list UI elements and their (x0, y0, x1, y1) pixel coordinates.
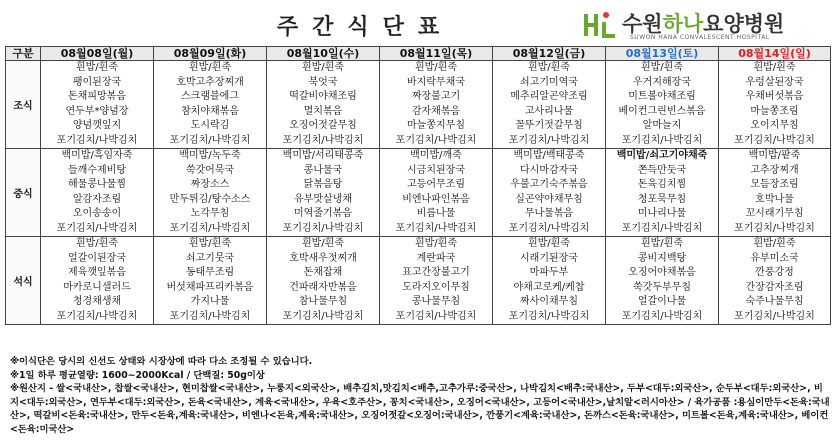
menu-item: 청포묵무침 (637, 193, 687, 205)
menu-item: 실곤약야채무침 (515, 193, 583, 205)
menu-item: 알마늘지 (642, 120, 682, 131)
menu-item: 참치야채볶음 (181, 105, 239, 117)
menu-item: 우렁살된장국 (745, 76, 804, 88)
menu-item: 포기김치/나박김치 (734, 310, 815, 322)
menu-item: 북엇국 (308, 76, 338, 88)
menu-item: 닭볶음탕 (303, 179, 343, 190)
menu-item: 도시락김 (190, 120, 230, 131)
menu-item: 호박고추장찌개 (176, 76, 244, 88)
menu-item: 고등어무조림 (407, 179, 465, 190)
menu-item: 백미밥/깨죽 (410, 150, 462, 161)
menu-cell (380, 149, 493, 237)
menu-item: 스크램블에그 (181, 91, 239, 102)
menu-item: 미트볼야채조림 (628, 91, 696, 102)
menu-cell (267, 149, 380, 237)
menu-item: 얼갈이된장국 (68, 252, 126, 264)
menu-item: 오징어젓갈무침 (289, 120, 357, 131)
menu-item: 흰밥/흰죽 (527, 62, 570, 73)
menu-item: 표고간장불고기 (402, 267, 470, 278)
menu-item: 포기김치/나박김치 (56, 222, 138, 234)
menu-item: 포기김치/나박김치 (621, 134, 703, 146)
menu-item: 숙주나물무침 (745, 296, 804, 307)
menu-item: 깐풍강정 (755, 267, 794, 278)
menu-item: 바지락무채국 (407, 76, 465, 88)
note-calories: ※1일 하루 평균열량: 1600~2000Kcal / 단백질: 50g이상 (10, 369, 265, 381)
menu-cell (380, 237, 493, 325)
menu-cell (493, 149, 606, 237)
menu-item: 만두튀김/탕수소스 (169, 193, 251, 205)
menu-item: 도라지오이무침 (402, 281, 470, 293)
menu-item: 흰밥/흰죽 (75, 62, 118, 73)
menu-item: 흰밥/흰죽 (188, 62, 231, 73)
day-header-saturday: 08월13일(토) (606, 47, 719, 61)
menu-item: 참나물무침 (298, 296, 348, 307)
page-title: 주간식단표 (276, 15, 454, 40)
menu-cell (719, 237, 831, 325)
menu-item: 포기김치/나박김치 (508, 310, 590, 322)
menu-item: 시래기된장국 (520, 252, 578, 264)
hospital-logo (582, 6, 827, 42)
menu-item: 돈육김치찜 (637, 179, 687, 190)
menu-item: 쫀득만둣국 (637, 164, 687, 176)
menu-item: 노각무침 (190, 208, 230, 219)
menu-item: 다시마감자국 (520, 164, 578, 176)
menu-item: 연두부*양념장 (65, 105, 129, 117)
menu-cell (380, 61, 493, 149)
menu-item: 포기김치/나박김치 (282, 134, 364, 146)
menu-item: 모듬장조림 (750, 179, 799, 190)
meal-row (6, 149, 831, 237)
meal-row (6, 61, 831, 149)
menu-item: 흰밥/흰죽 (753, 238, 796, 249)
menu-item: 마늘쫑조림 (750, 105, 799, 117)
menu-item: 흰밥/흰죽 (301, 62, 344, 73)
menu-item: 무나물볶음 (524, 208, 574, 219)
menu-item: 비엔나파인볶음 (402, 193, 470, 205)
menu-item: 흰밥/흰죽 (527, 238, 570, 249)
menu-item: 버섯채파프리카볶음 (166, 281, 254, 293)
menu-item: 미나리나물 (637, 208, 687, 219)
menu-item: 콩나물국 (303, 164, 343, 176)
menu-cell (606, 149, 719, 237)
menu-cell (41, 61, 154, 149)
menu-item: 포기김치/나박김치 (56, 310, 138, 322)
menu-item: 백미밥/서리태콩죽 (282, 150, 364, 161)
menu-item: 쑥갓두부무침 (633, 281, 691, 293)
menu-item: 비름나물 (416, 208, 456, 219)
menu-item: 감자채볶음 (411, 105, 461, 117)
menu-cell (41, 237, 154, 325)
menu-item: 마카로니샐러드 (63, 281, 131, 293)
menu-item: 알감자조림 (72, 193, 122, 205)
menu-item: 청경채생채 (72, 296, 122, 307)
day-header: 08월10일(수) (267, 47, 380, 61)
menu-item: 백미밥/쇠고기야채죽 (616, 150, 708, 161)
menu-item: 흰밥/흰죽 (301, 238, 344, 249)
menu-item: 포기김치/나박김치 (508, 222, 590, 234)
day-header-row (6, 47, 831, 61)
menu-item: 흰밥/흰죽 (75, 238, 118, 249)
meal-label: 중식 (6, 149, 41, 237)
menu-item: 들깨수제비탕 (68, 164, 126, 176)
hospital-name: 수원하나요양병원 (622, 12, 785, 36)
menu-item: 짜장불고기 (411, 91, 461, 102)
menu-item: 시금치된장국 (407, 164, 465, 176)
menu-item: 메추리알곤약조림 (510, 91, 588, 102)
menu-item: 흰밥/흰죽 (188, 238, 231, 249)
day-header-sunday: 08월14일(일) (719, 47, 831, 61)
menu-item: 포기김치/나박김치 (395, 310, 477, 322)
menu-item: 포기김치/나박김치 (395, 134, 477, 146)
menu-item: 해물콩나물찜 (68, 179, 126, 190)
note-adjust: ※이식단은 당시의 신선도 상태와 시장상에 따라 다소 조정될 수 있습니다. (10, 356, 313, 367)
menu-cell (606, 61, 719, 149)
menu-item: 계란파국 (416, 252, 456, 264)
menu-item: 포기김치/나박김치 (169, 310, 251, 322)
menu-item: 얼갈이나물 (637, 296, 687, 307)
menu-item: 마파두부 (529, 267, 569, 278)
menu-cell (267, 61, 380, 149)
menu-item: 짜장소스 (190, 179, 230, 190)
menu-item: 오이지무침 (750, 120, 799, 131)
menu-item: 꼴뚜기젓갈무침 (515, 120, 583, 131)
menu-item: 포기김치/나박김치 (169, 222, 251, 234)
menu-item: 돈채잡채 (303, 267, 343, 278)
menu-item: 흰밥/흰죽 (640, 238, 683, 249)
menu-item: 포기김치/나박김치 (282, 310, 364, 322)
menu-item: 포기김치/나박김치 (282, 222, 364, 234)
menu-item: 쑥갓어묵국 (185, 164, 235, 176)
menu-item: 유부맛살냉채 (294, 193, 352, 205)
meal-label: 석식 (6, 237, 41, 325)
weekly-menu-table (5, 46, 831, 325)
hospital-subtitle: SUWON HANA CONVALESCENT HOSPITAL (630, 34, 770, 41)
menu-item: 포기김치/나박김치 (56, 134, 138, 146)
menu-cell (493, 237, 606, 325)
menu-item: 베이컨그린빈스볶음 (618, 105, 706, 117)
menu-item: 포기김치/나박김치 (734, 222, 815, 234)
menu-cell (493, 61, 606, 149)
menu-item: 유부미소국 (750, 252, 799, 264)
menu-item: 백미밥/녹두죽 (179, 150, 241, 161)
menu-item: 동태무조림 (185, 267, 235, 278)
menu-cell (154, 61, 267, 149)
menu-cell (41, 149, 154, 237)
menu-item: 쇠고기뭇국 (185, 252, 235, 264)
menu-item: 백미밥/백태콩죽 (513, 150, 585, 161)
day-header: 08월11일(목) (380, 47, 493, 61)
menu-item: 포기김치/나박김치 (734, 134, 815, 146)
menu-item: 포기김치/나박김치 (621, 310, 703, 322)
menu-item: 가지나물 (190, 296, 230, 307)
hana-logo-icon (582, 6, 618, 42)
menu-cell (719, 61, 831, 149)
menu-item: 떡갈비야채조림 (289, 91, 357, 102)
meal-label: 조식 (6, 61, 41, 149)
menu-item: 팽이된장국 (72, 76, 122, 88)
corner-label: 구분 (6, 47, 41, 61)
menu-item: 양념깻잎지 (72, 120, 122, 131)
menu-item: 포기김치/나박김치 (621, 222, 703, 234)
menu-item: 돈채피망볶음 (68, 91, 126, 102)
menu-item: 포기김치/나박김치 (508, 134, 590, 146)
menu-item: 우거지해장국 (633, 76, 691, 88)
menu-item: 야채고로케/케찹 (513, 281, 585, 293)
menu-item: 백미밥/흑임자죽 (61, 150, 133, 161)
menu-item: 백미밥/팥죽 (748, 150, 801, 161)
menu-item: 짜사이채무침 (520, 296, 578, 307)
menu-item: 건파래자반볶음 (289, 281, 357, 293)
menu-item: 흰밥/흰죽 (753, 62, 796, 73)
menu-item: 제육깻잎볶음 (68, 267, 126, 278)
menu-item: 오징어야채볶음 (628, 267, 696, 278)
menu-item: 콩비지백탕 (637, 252, 687, 264)
notes-section (10, 355, 830, 437)
menu-item: 콩나물무침 (411, 296, 461, 307)
menu-item: 간장감자조림 (745, 281, 804, 293)
note-origin: ※원산지 - 쌀<국내산>, 찹쌀<국내산>, 현미찹쌀<국내산>, 누룽지<외국산>, 배추김치,맛김치<배추,고추가루:중국산>, 나박김치<배추:국내산>, 두부<대두:외국산>, 순두부<대두:외국산>, 비지<대두:외국산>, 연두부<대두:외국산>, 돈육<국내산>, 계육<국내산>, 우육<호주산>, 꽁치<국내산>, 오징어<국내산>, 고등어<국내산>,날치알<러시아산> / 육가공품 :용심이만두<돈육:국내산>, 떡갈비<돈육:국내산>, 만두<돈육,계육:국내산>, 비엔나<돈육,계육:국내산>, 오징어젓갈<오징어:국내산>, 깐풍기<계육:국내산>, 돈까스<돈육:국내산>, 미트볼<돈육,계육:국내산>, 베이컨<돈육:미국산> (10, 383, 830, 435)
menu-item: 흰밥/흰죽 (640, 62, 683, 73)
meal-row (6, 237, 831, 325)
menu-cell (267, 237, 380, 325)
menu-item: 흰밥/흰죽 (414, 238, 457, 249)
menu-item: 멸치볶음 (303, 105, 343, 117)
menu-item: 호박나물 (755, 193, 794, 205)
menu-item: 포기김치/나박김치 (169, 134, 251, 146)
menu-item: 우채버섯볶음 (745, 91, 804, 102)
menu-item: 우불고기숙주볶음 (510, 179, 588, 190)
menu-item: 호박새우젓찌개 (289, 252, 357, 264)
day-header: 08월09일(화) (154, 47, 267, 61)
menu-cell (719, 149, 831, 237)
menu-item: 꼬시래기무침 (745, 208, 804, 219)
menu-item: 고추장찌개 (750, 164, 799, 176)
menu-item: 쇠고기미역국 (520, 76, 578, 88)
menu-cell (606, 237, 719, 325)
menu-item: 오이송송이 (72, 208, 122, 219)
menu-item: 미역줄기볶음 (294, 208, 352, 219)
day-header: 08월12일(금) (493, 47, 606, 61)
menu-item: 고사리나물 (524, 105, 574, 117)
menu-item: 포기김치/나박김치 (395, 222, 477, 234)
menu-item: 마늘쫑지무침 (407, 120, 465, 131)
menu-cell (154, 237, 267, 325)
day-header: 08월08일(월) (41, 47, 154, 61)
menu-cell (154, 149, 267, 237)
menu-item: 흰밥/흰죽 (414, 62, 457, 73)
